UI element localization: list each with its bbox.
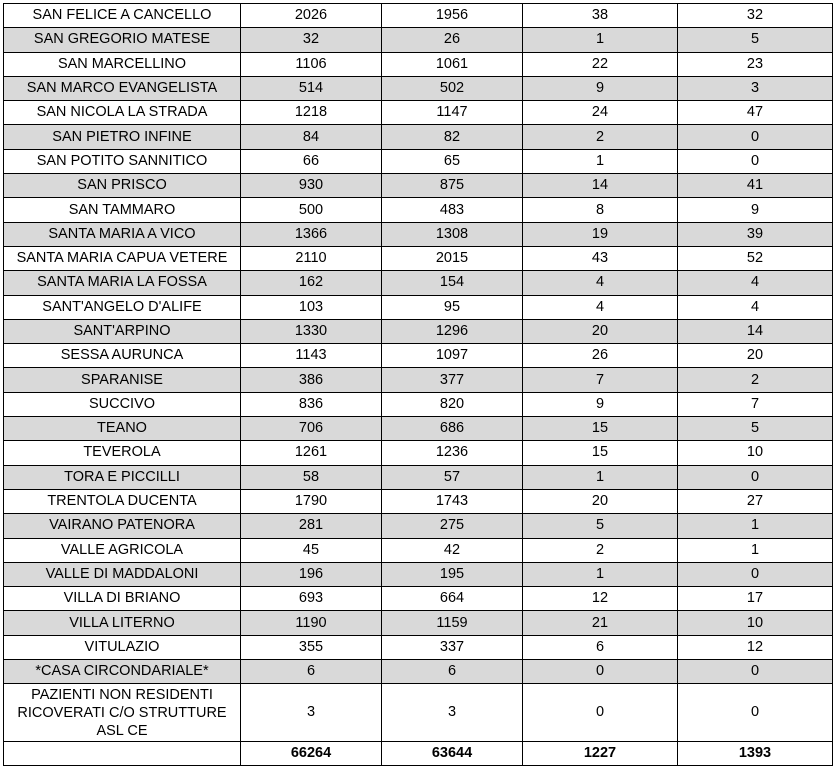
municipality-cell: VALLE AGRICOLA [4, 538, 241, 562]
value-cell-2: 195 [382, 562, 523, 586]
value-cell-3: 4 [523, 295, 678, 319]
municipality-cell: TEANO [4, 417, 241, 441]
table-row [4, 246, 833, 270]
value-cell-3: 5 [523, 514, 678, 538]
value-cell-4: 0 [678, 125, 833, 149]
value-cell-2: 1743 [382, 489, 523, 513]
value-cell-1: 196 [241, 562, 382, 586]
value-cell-4: 0 [678, 562, 833, 586]
value-cell-1: 706 [241, 417, 382, 441]
municipality-cell: TORA E PICCILLI [4, 465, 241, 489]
value-cell-2: 820 [382, 392, 523, 416]
municipality-stats-table [3, 3, 833, 766]
value-cell-2: 57 [382, 465, 523, 489]
value-cell-4: 12 [678, 635, 833, 659]
value-cell-2: 1147 [382, 101, 523, 125]
value-cell-3: 1 [523, 465, 678, 489]
municipality-cell: VILLA LITERNO [4, 611, 241, 635]
table-row [4, 684, 833, 742]
table-row [4, 514, 833, 538]
value-cell-3: 1 [523, 562, 678, 586]
value-cell-4: 41 [678, 174, 833, 198]
value-cell-2: 377 [382, 368, 523, 392]
table-row [4, 392, 833, 416]
table-body [4, 4, 833, 766]
table-row [4, 344, 833, 368]
municipality-cell: SAN MARCO EVANGELISTA [4, 76, 241, 100]
table-row [4, 587, 833, 611]
value-cell-3: 2 [523, 125, 678, 149]
table-row [4, 4, 833, 28]
value-cell-3: 24 [523, 101, 678, 125]
table-container [3, 3, 833, 766]
value-cell-3: 1 [523, 28, 678, 52]
value-cell-3: 7 [523, 368, 678, 392]
value-cell-2: 154 [382, 271, 523, 295]
value-cell-3: 15 [523, 441, 678, 465]
municipality-cell: SAN NICOLA LA STRADA [4, 101, 241, 125]
value-cell-4: 39 [678, 222, 833, 246]
table-row [4, 562, 833, 586]
value-cell-2: 1159 [382, 611, 523, 635]
value-cell-1: 162 [241, 271, 382, 295]
municipality-cell: SANT'ARPINO [4, 319, 241, 343]
value-cell-1: 386 [241, 368, 382, 392]
value-cell-2: 1061 [382, 52, 523, 76]
value-cell-3: 2 [523, 538, 678, 562]
value-cell-2: 82 [382, 125, 523, 149]
municipality-cell: SANTA MARIA CAPUA VETERE [4, 246, 241, 270]
municipality-cell: VAIRANO PATENORA [4, 514, 241, 538]
value-cell-3: 12 [523, 587, 678, 611]
value-cell-2: 1097 [382, 344, 523, 368]
table-row [4, 174, 833, 198]
value-cell-2: 686 [382, 417, 523, 441]
municipality-cell: PAZIENTI NON RESIDENTI RICOVERATI C/O STRUTTURE ASL CE [4, 684, 241, 742]
value-cell-2: 95 [382, 295, 523, 319]
value-cell-4: 9 [678, 198, 833, 222]
value-cell-4: 0 [678, 149, 833, 173]
value-cell-1: 45 [241, 538, 382, 562]
municipality-cell: SAN FELICE A CANCELLO [4, 4, 241, 28]
value-cell-4: 7 [678, 392, 833, 416]
municipality-cell: VALLE DI MADDALONI [4, 562, 241, 586]
municipality-cell: TEVEROLA [4, 441, 241, 465]
total-value-cell-3: 1227 [523, 742, 678, 766]
value-cell-2: 3 [382, 684, 523, 742]
table-row [4, 76, 833, 100]
value-cell-1: 1330 [241, 319, 382, 343]
value-cell-3: 19 [523, 222, 678, 246]
municipality-cell: SAN TAMMARO [4, 198, 241, 222]
value-cell-4: 1 [678, 538, 833, 562]
municipality-cell: SANT'ANGELO D'ALIFE [4, 295, 241, 319]
value-cell-4: 17 [678, 587, 833, 611]
value-cell-4: 0 [678, 684, 833, 742]
municipality-cell: SANTA MARIA A VICO [4, 222, 241, 246]
value-cell-2: 26 [382, 28, 523, 52]
value-cell-1: 1790 [241, 489, 382, 513]
value-cell-2: 275 [382, 514, 523, 538]
value-cell-2: 1308 [382, 222, 523, 246]
table-row [4, 441, 833, 465]
value-cell-3: 20 [523, 319, 678, 343]
municipality-cell: SESSA AURUNCA [4, 344, 241, 368]
table-row [4, 271, 833, 295]
table-row [4, 198, 833, 222]
value-cell-3: 0 [523, 660, 678, 684]
municipality-cell: SAN GREGORIO MATESE [4, 28, 241, 52]
value-cell-2: 2015 [382, 246, 523, 270]
municipality-cell: SPARANISE [4, 368, 241, 392]
value-cell-1: 1366 [241, 222, 382, 246]
value-cell-4: 5 [678, 417, 833, 441]
municipality-cell: SAN MARCELLINO [4, 52, 241, 76]
table-row [4, 538, 833, 562]
value-cell-2: 6 [382, 660, 523, 684]
value-cell-3: 14 [523, 174, 678, 198]
value-cell-2: 664 [382, 587, 523, 611]
value-cell-1: 84 [241, 125, 382, 149]
value-cell-1: 1218 [241, 101, 382, 125]
value-cell-4: 47 [678, 101, 833, 125]
value-cell-4: 23 [678, 52, 833, 76]
value-cell-1: 355 [241, 635, 382, 659]
table-row [4, 611, 833, 635]
value-cell-4: 52 [678, 246, 833, 270]
value-cell-3: 38 [523, 4, 678, 28]
value-cell-1: 1106 [241, 52, 382, 76]
value-cell-2: 1956 [382, 4, 523, 28]
value-cell-1: 281 [241, 514, 382, 538]
value-cell-1: 1190 [241, 611, 382, 635]
total-value-cell-4: 1393 [678, 742, 833, 766]
value-cell-1: 32 [241, 28, 382, 52]
value-cell-1: 2110 [241, 246, 382, 270]
value-cell-3: 9 [523, 392, 678, 416]
value-cell-4: 3 [678, 76, 833, 100]
value-cell-3: 22 [523, 52, 678, 76]
value-cell-1: 836 [241, 392, 382, 416]
value-cell-3: 9 [523, 76, 678, 100]
value-cell-2: 42 [382, 538, 523, 562]
municipality-cell: SUCCIVO [4, 392, 241, 416]
value-cell-3: 0 [523, 684, 678, 742]
table-row [4, 489, 833, 513]
value-cell-1: 66 [241, 149, 382, 173]
municipality-cell: SAN PIETRO INFINE [4, 125, 241, 149]
value-cell-4: 20 [678, 344, 833, 368]
value-cell-2: 337 [382, 635, 523, 659]
municipality-cell: TRENTOLA DUCENTA [4, 489, 241, 513]
municipality-cell: VILLA DI BRIANO [4, 587, 241, 611]
value-cell-1: 6 [241, 660, 382, 684]
total-value-cell-1: 66264 [241, 742, 382, 766]
value-cell-2: 1296 [382, 319, 523, 343]
municipality-cell: SAN PRISCO [4, 174, 241, 198]
value-cell-4: 32 [678, 4, 833, 28]
value-cell-4: 5 [678, 28, 833, 52]
value-cell-1: 1261 [241, 441, 382, 465]
municipality-cell: *CASA CIRCONDARIALE* [4, 660, 241, 684]
value-cell-1: 514 [241, 76, 382, 100]
value-cell-2: 1236 [382, 441, 523, 465]
total-row [4, 742, 833, 766]
value-cell-1: 500 [241, 198, 382, 222]
value-cell-3: 26 [523, 344, 678, 368]
value-cell-2: 65 [382, 149, 523, 173]
value-cell-1: 1143 [241, 344, 382, 368]
value-cell-2: 502 [382, 76, 523, 100]
value-cell-3: 1 [523, 149, 678, 173]
value-cell-4: 2 [678, 368, 833, 392]
municipality-cell: SANTA MARIA LA FOSSA [4, 271, 241, 295]
value-cell-4: 1 [678, 514, 833, 538]
value-cell-3: 43 [523, 246, 678, 270]
total-label-cell [4, 742, 241, 766]
value-cell-3: 8 [523, 198, 678, 222]
value-cell-1: 103 [241, 295, 382, 319]
value-cell-2: 483 [382, 198, 523, 222]
table-row [4, 319, 833, 343]
value-cell-4: 10 [678, 441, 833, 465]
value-cell-4: 27 [678, 489, 833, 513]
value-cell-4: 4 [678, 295, 833, 319]
value-cell-3: 21 [523, 611, 678, 635]
municipality-cell: VITULAZIO [4, 635, 241, 659]
value-cell-1: 2026 [241, 4, 382, 28]
table-row [4, 295, 833, 319]
table-row [4, 635, 833, 659]
value-cell-4: 0 [678, 465, 833, 489]
value-cell-1: 58 [241, 465, 382, 489]
value-cell-3: 20 [523, 489, 678, 513]
value-cell-4: 0 [678, 660, 833, 684]
total-value-cell-2: 63644 [382, 742, 523, 766]
value-cell-1: 693 [241, 587, 382, 611]
table-row [4, 368, 833, 392]
table-row [4, 417, 833, 441]
value-cell-2: 875 [382, 174, 523, 198]
table-row [4, 465, 833, 489]
table-row [4, 222, 833, 246]
value-cell-1: 930 [241, 174, 382, 198]
table-row [4, 660, 833, 684]
table-row [4, 149, 833, 173]
value-cell-3: 15 [523, 417, 678, 441]
value-cell-4: 4 [678, 271, 833, 295]
table-row [4, 101, 833, 125]
value-cell-3: 4 [523, 271, 678, 295]
value-cell-3: 6 [523, 635, 678, 659]
table-row [4, 28, 833, 52]
municipality-cell: SAN POTITO SANNITICO [4, 149, 241, 173]
value-cell-1: 3 [241, 684, 382, 742]
value-cell-4: 10 [678, 611, 833, 635]
table-row [4, 52, 833, 76]
table-row [4, 125, 833, 149]
value-cell-4: 14 [678, 319, 833, 343]
